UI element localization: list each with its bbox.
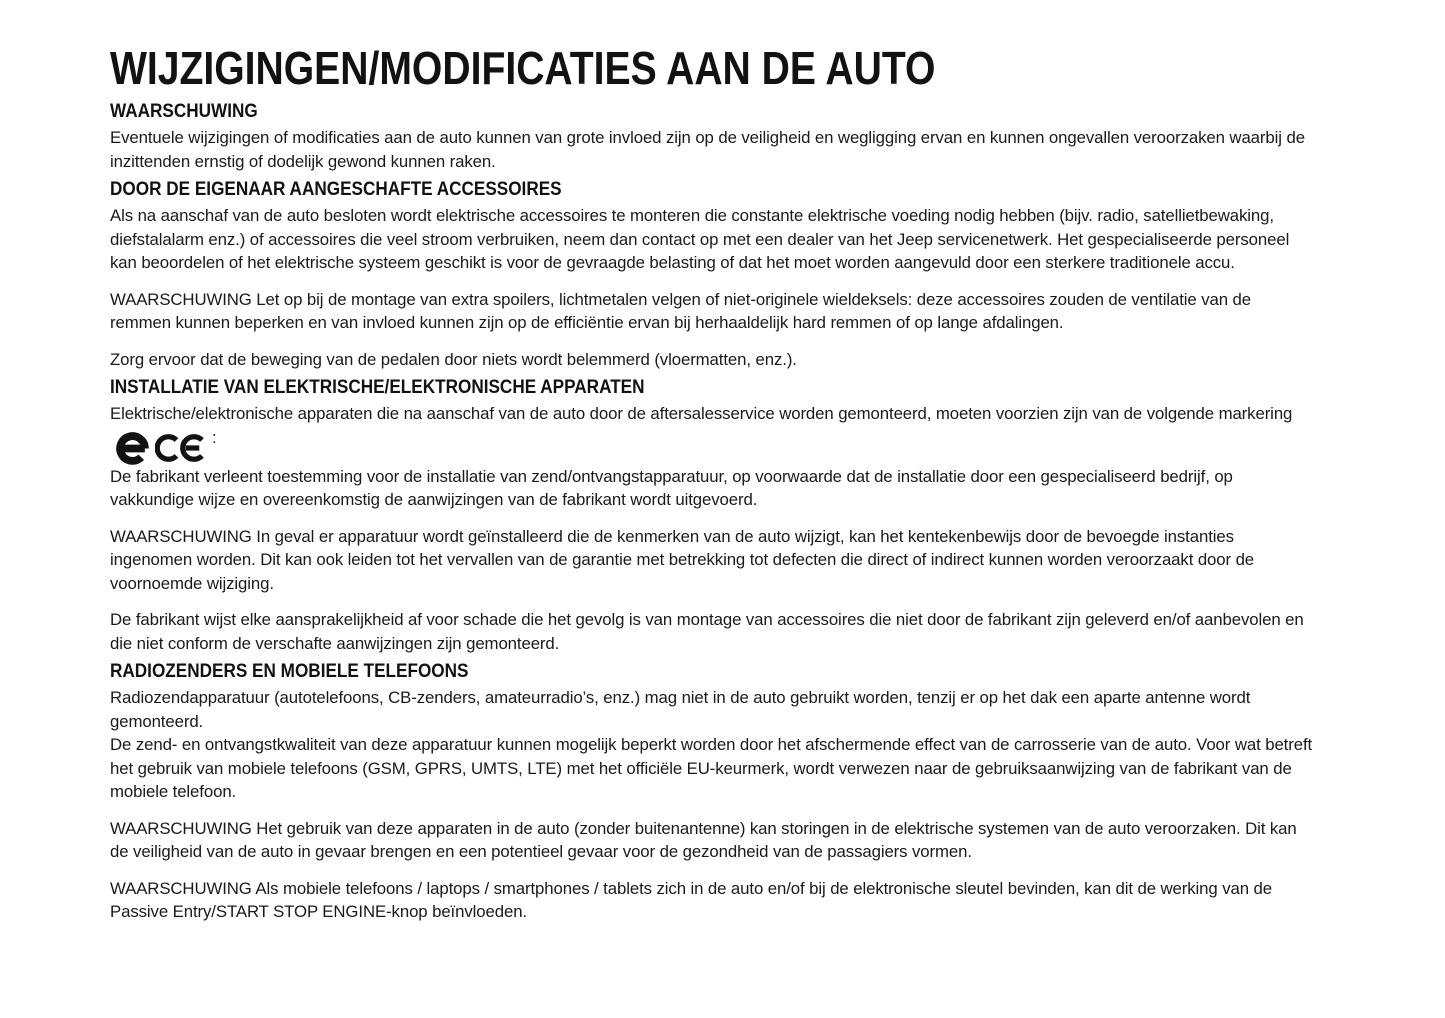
section-heading-warning: WAARSCHUWING [110,100,258,122]
paragraph-accessories-1: Als na aanschaf van de auto besloten wordt elektrische accessoires te monteren die constante elektrische voeding nodig hebben (bijv. radio, satellietbewaking, diefstalalarm enz.) of accessoires die veel stroom verbruiken, neem dan contact op met een dealer van het Jeep servicenetwerk. Het gespecialiseerde personeel kan beoordelen of het elektrische systeem geschikt is voor de gevraagde belasting of dat het moet worden aangevuld door een sterkere traditionele accu. [110,206,1290,272]
paragraph-accessories-pedals: Zorg ervoor dat de beweging van de pedalen door niets wordt belemmerd (vloermatten, enz.). [110,349,797,369]
page-title: WIJZIGINGEN/MODIFICATIES AAN DE AUTO [110,42,936,94]
marking-text-after: : [212,427,217,447]
paragraph-radio-transmitters: Radiozendapparatuur (autotelefoons, CB-zenders, amateurradio’s, enz.) mag niet in de auto gebruikt worden, tenzij er op het dak een aparte antenne wordt gemonteerd. [110,688,1251,731]
ce-mark-icon [149,433,212,463]
page-content [110,42,1314,924]
paragraph-radio-warning-keyless: WAARSCHUWING Als mobiele telefoons / laptops / smartphones / tablets zich in de auto en/of bij de elektronische sleutel bevinden, kan dit de werking van de Passive Entry/START STOP ENGINE-knop beïnvloeden. [110,878,1272,922]
paragraph-installation-warning-registration: WAARSCHUWING In geval er apparatuur wordt geïnstalleerd die de kenmerken van de auto wijzigt, kan het kentekenbewijs door de bevoegde instanties ingenomen worden. Dit kan ook leiden tot het vervallen van de garantie met betrekking tot defecten die direct of indirect kunnen worden veroorzaakt door de voornoemde wijziging. [110,526,1255,593]
section-heading-installation: INSTALLATIE VAN ELEKTRISCHE/ELEKTRONISCHE APPARATEN [110,376,645,398]
section-heading-radio: RADIOZENDERS EN MOBIELE TELEFOONS [110,660,469,683]
marking-text-before: Elektrische/elektronische apparaten die na aanschaf van de auto door de aftersalesservice worden gemonteerd, moeten voorzien zijn van de volgende markering [110,404,1293,423]
paragraph-accessories-warning-spoilers: WAARSCHUWING Let op bij de montage van extra spoilers, lichtmetalen velgen of niet-originele wieldeksels: deze accessoires zouden de ventilatie van de remmen kunnen beperken en van invloed kunnen zijn op de efficiëntie ervan bij herhaaldelijk hard remmen of op lange afdalingen. [110,289,1252,332]
paragraph-radio-warning-interference: WAARSCHUWING Het gebruik van deze apparaten in de auto (zonder buitenantenne) kan storingen in de elektrische systemen van de auto veroorzaken. Dit kan de veiligheid van de auto in gevaar brengen en een potentieel gevaar voor de gezondheid van de passagiers vormen. [110,818,1297,862]
e-type-approval-icon [116,432,149,465]
paragraph-radio-reception: De zend- en ontvangstkwaliteit van deze apparatuur kunnen mogelijk beperkt worden door het afschermende effect van de carrosserie van de auto. Voor wat betreft het gebruik van mobiele telefoons (GSM, GPRS, UMTS, LTE) met het officiële EU-keurmerk, wordt verwezen naar de gebruiksaanwijzing van de fabrikant van de mobiele telefoon. [110,735,1313,802]
paragraph-warning-1: Eventuele wijzigingen of modificaties aan de auto kunnen van grote invloed zijn op de veiligheid en wegligging ervan en kunnen ongevallen veroorzaken waarbij de inzittenden ernstig of dodelijk gewond kunnen raken. [110,128,1305,171]
section-heading-accessories: DOOR DE EIGENAAR AANGESCHAFTE ACCESSOIRES [110,178,562,200]
approval-marks [116,432,212,465]
paragraph-installation-marking [110,402,1314,465]
paragraph-installation-liability: De fabrikant wijst elke aansprakelijkheid af voor schade die het gevolg is van montage van accessoires die niet door de fabrikant zijn geleverd en/of aanbevolen en die niet conform de verschafte aanwijzingen zijn gemonteerd. [110,610,1304,653]
paragraph-installation-permission: De fabrikant verleent toestemming voor de installatie van zend/ontvangstapparatuur, op voorwaarde dat de installatie door een gespecialiseerd bedrijf, op vakkundige wijze en overeenkomstig de aanwijzingen van de fabrikant wordt uitgevoerd. [110,466,1233,510]
